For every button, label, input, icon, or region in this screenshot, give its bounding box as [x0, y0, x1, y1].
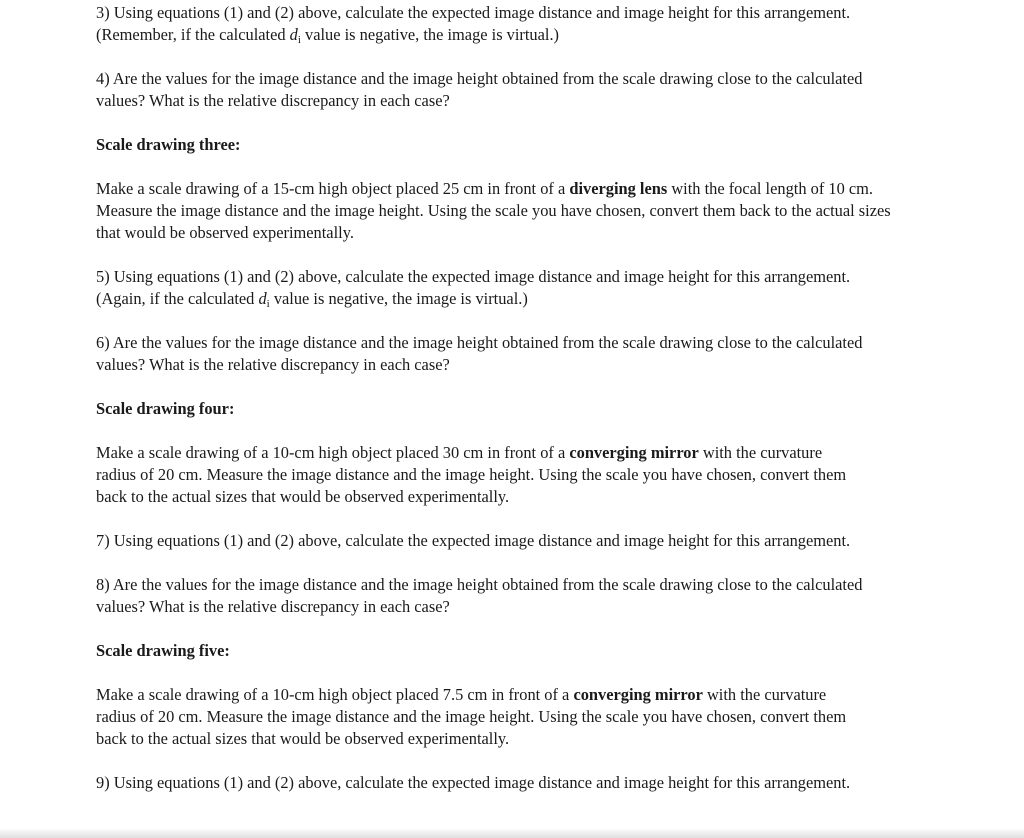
page-bottom-edge: [0, 828, 1024, 838]
question-7: 7) Using equations (1) and (2) above, calculate the expected image distance and image height for this arrangement.: [96, 531, 851, 550]
question-4: 4) Are the values for the image distance and the image height obtained from the scale drawing close to the calculated values? What is the relative discrepancy in each case?: [96, 69, 863, 110]
question-6: 6) Are the values for the image distance and the image height obtained from the scale drawing close to the calculated values? What is the relative discrepancy in each case?: [96, 333, 863, 374]
document-page: [96, 2, 896, 816]
instruction-scale-drawing-four: Make a scale drawing of a 10-cm high object placed 30 cm in front of a converging mirror with the curvature radius of 20 cm. Measure the image distance and the image height. Using the scale you have chosen, convert them back to the actual sizes that would be observed experimentally.: [96, 443, 847, 506]
heading-scale-drawing-five: Scale drawing five:: [96, 641, 230, 660]
question-8: 8) Are the values for the image distance and the image height obtained from the scale drawing close to the calculated values? What is the relative discrepancy in each case?: [96, 575, 863, 616]
question-9: 9) Using equations (1) and (2) above, calculate the expected image distance and image height for this arrangement.: [96, 773, 851, 792]
instruction-scale-drawing-five: Make a scale drawing of a 10-cm high object placed 7.5 cm in front of a converging mirror with the curvature radius of 20 cm. Measure the image distance and the image height. Using the scale you have chosen, convert them back to the actual sizes that would be observed experimentally.: [96, 685, 847, 748]
question-3: 3) Using equations (1) and (2) above, calculate the expected image distance and image height for this arrangement. (Remember, if the calculated $d_i$ value is negative, the image is virtual.): [96, 3, 851, 46]
heading-scale-drawing-three: Scale drawing three:: [96, 135, 241, 154]
question-5: 5) Using equations (1) and (2) above, calculate the expected image distance and image height for this arrangement. (Again, if the calculated $d_i$ value is negative, the image is virtual.): [96, 267, 851, 310]
instruction-scale-drawing-three: Make a scale drawing of a 15-cm high object placed 25 cm in front of a diverging lens with the focal length of 10 cm. Measure the image distance and the image height. Using the scale you have chosen, convert them back to the actual sizes that would be observed experimentally.: [96, 179, 891, 242]
heading-scale-drawing-four: Scale drawing four:: [96, 399, 235, 418]
